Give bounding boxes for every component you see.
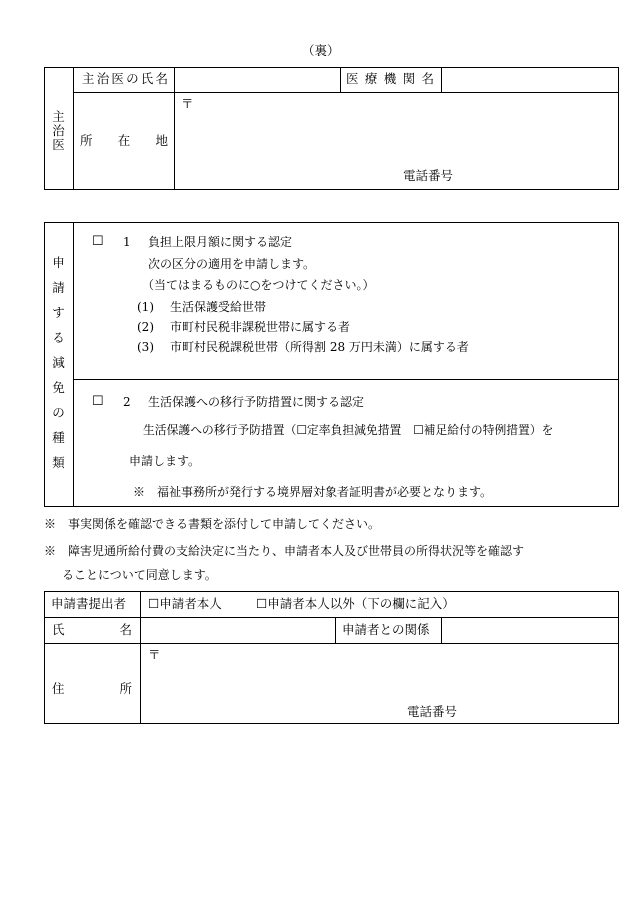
item1-line2: （当てはまるものに○をつけてください。）	[142, 278, 375, 292]
physician-side-divider	[73, 67, 74, 190]
physician-institution-right-divider	[441, 67, 442, 92]
relation-field[interactable]	[447, 624, 612, 638]
item2-line2: 申請します。	[129, 454, 201, 468]
note-consent-line2: ることについて同意します。	[62, 568, 217, 582]
physician-name-field[interactable]	[180, 73, 335, 87]
applicant-phone-label: 電話番号	[407, 704, 458, 719]
submitter-self-option[interactable]: ☐申請者本人	[148, 596, 222, 611]
item1-option-2-text: 市町村民税非課税世帯に属する者	[170, 320, 351, 334]
item2-number: 2	[123, 395, 131, 409]
item2-title: 生活保護への移行予防措置に関する認定	[148, 395, 365, 409]
item2-note: ※ 福祉事務所が発行する境界層対象者証明書が必要となります。	[133, 485, 493, 499]
physician-institution-left-divider	[340, 67, 341, 92]
applicant-relation-left-divider	[335, 617, 336, 643]
institution-name-label: 医 療 機 関 名	[346, 71, 434, 86]
item1-option-3-number: (3)	[137, 340, 154, 354]
item1-checkbox[interactable]: ☐	[92, 234, 104, 249]
physician-name-label: 主 治 医 の 氏 名	[82, 71, 168, 86]
submitter-label: 申請書提出者	[51, 596, 127, 611]
note-attach-documents: ※ 事実関係を確認できる書類を添付して申請してください。	[44, 517, 381, 531]
item1-number: 1	[123, 235, 131, 249]
physician-row-divider	[73, 92, 619, 93]
applicant-address-label: 住 所	[52, 681, 132, 696]
applicant-label-divider	[140, 591, 141, 724]
physician-label-divider	[174, 67, 175, 190]
applicant-relation-right-divider	[441, 617, 442, 643]
item1-option-1-text: 生活保護受給世帯	[170, 300, 267, 314]
item1-option-2-number: (2)	[137, 320, 154, 334]
applicant-name-label: 氏 名	[52, 622, 132, 637]
physician-side-label: 主 治 医	[52, 109, 65, 152]
applicant-row1-divider	[44, 617, 619, 618]
note-consent-line1: ※ 障害児通所給付費の支給決定に当たり、申請者本人及び世帯員の所得状況等を確認す	[44, 544, 525, 558]
applicant-name-field[interactable]	[146, 624, 330, 638]
item1-line1: 次の区分の適用を申請します。	[148, 257, 316, 271]
physician-phone-label: 電話番号	[403, 168, 454, 183]
institution-name-field[interactable]	[447, 73, 612, 87]
submitter-other-option[interactable]: ☐申請者本人以外（下の欄に記入）	[256, 596, 455, 611]
reduction-row-divider	[73, 379, 619, 380]
item1-option-1-number: (1)	[137, 300, 154, 314]
physician-postal-mark: 〒	[181, 96, 194, 111]
relation-label: 申請者との関係	[342, 622, 430, 637]
item2-line1: 生活保護への移行予防措置（☐定率負担減免措置 ☐補足給付の特例措置）を	[143, 423, 554, 437]
item1-title: 負担上限月額に関する認定	[148, 235, 293, 249]
reduction-side-label: 申 請 す る 減 免 の 種 類	[52, 255, 65, 470]
applicant-row2-divider	[44, 643, 619, 644]
reduction-side-divider	[73, 222, 74, 507]
physician-address-label: 所 在 地	[80, 133, 168, 148]
item1-option-3-text: 市町村民税課税世帯（所得割 28 万円未満）に属する者	[170, 340, 469, 354]
item2-checkbox[interactable]: ☐	[92, 394, 104, 409]
page-side-label: （裏）	[302, 43, 340, 58]
applicant-postal-mark: 〒	[148, 647, 161, 662]
